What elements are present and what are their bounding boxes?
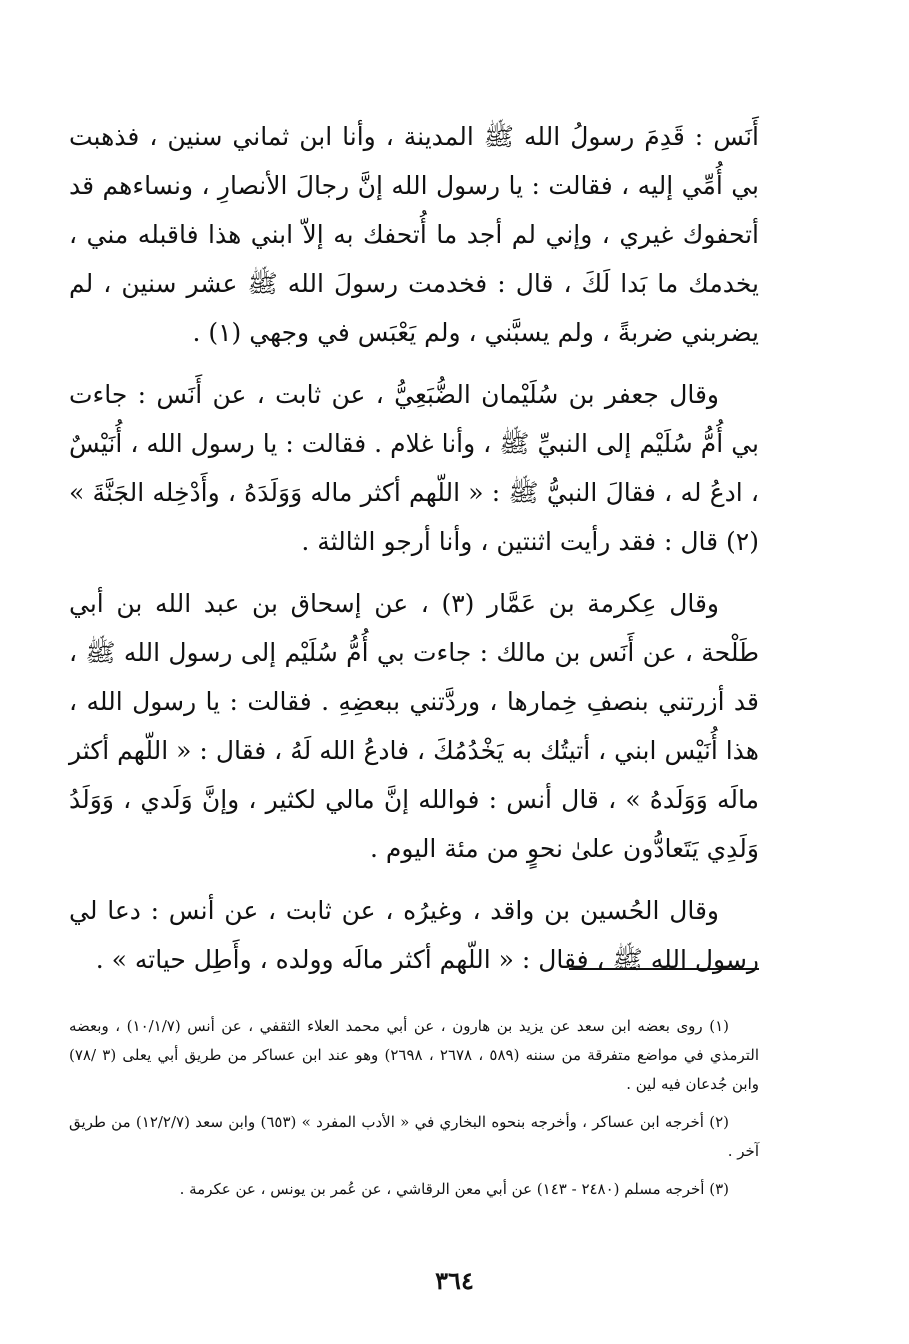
paragraph-1: أَنَس : قَدِمَ رسولُ الله ﷺ المدينة ، وأنا ابن ثماني سنين ، فذهبت بي أُمِّي إليه ، فقالت : يا رسول الله إنَّ رجالَ الأنصارِ ، ونساءهم قد أتحفوك غيري ، وإني لم أجد ما أُتحفك به إلاّ ابني هذا فاقبله مني ، يخدمك ما بَدا لَكَ ، قال : فخدمت رسولَ الله ﷺ عشر سنين ، لم يضربني ضربةً ، ولم يسبَّني ، ولم يَعْبَس في وجهي (١) . — [69, 122, 759, 347]
footnote-1: (١) روى بعضه ابن سعد عن يزيد بن هارون ، عن أبي محمد العلاء الثقفي ، عن أنس (١٠/١/٧) ، وبعضه الترمذي في مواضع متفرقة من سننه (٥٨٩ ، ٢٦٧٨ ، ٢٦٩٨) وهو عند ابن عساكر من طريق أبي يعلى (٣ /٧٨) وابن جُدعان فيه لين . — [69, 1017, 760, 1093]
paragraph-2: وقال جعفر بن سُلَيْمان الضُّبَعِيُّ ، عن ثابت ، عن أَنَس : جاءت بي أُمُّ سُلَيْم إلى النبيِّ ﷺ ، وأنا غلام . فقالت : يا رسول الله ، أُنَيْسٌ ، ادعُ له ، فقالَ النبيُّ ﷺ : « اللّهم أكثر ماله وَوَلَدَهُ ، وأَدْخِله الجَنَّةَ » (٢) قال : فقد رأيت اثنتين ، وأنا أرجو الثالثة . — [69, 380, 759, 556]
footnotes — [69, 1012, 759, 1213]
main-text — [69, 112, 759, 997]
footnote-separator — [569, 968, 759, 970]
page-number: ٣٦٤ — [435, 1266, 474, 1295]
footnote-2: (٢) أخرجه ابن عساكر ، وأخرجه بنحوه البخاري في « الأدب المفرد » (٦٥٣) وابن سعد (١٢/٢/٧) من طريق آخر . — [69, 1113, 759, 1160]
paragraph-4: وقال الحُسين بن واقد ، وغيرُه ، عن ثابت ، عن أنس : دعا لي رسول الله ﷺ ، فقال : « اللّهم أكثر مالَه وولده ، وأَطِل حياته » . — [69, 896, 759, 974]
footnote-3: (٣) أخرجه مسلم (٢٤٨٠ - ١٤٣) عن أبي معن الرقاشي ، عن عُمر بن يونس ، عن عكرمة . — [179, 1180, 729, 1198]
paragraph-3: وقال عِكرمة بن عَمَّار (٣) ، عن إسحاق بن عبد الله بن أبي طَلْحة ، عن أَنَس بن مالك : جاءت بي أُمُّ سُلَيْم إلى رسول الله ﷺ ، قد أزرتني بنصفِ خِمارها ، وردَّتني ببعضِهِ . فقالت : يا رسول الله ، هذا أُنَيْس ابني ، أتيتُك به يَخْدُمُكَ ، فادعُ الله لَهُ ، فقال : « اللّهم أكثر مالَه وَوَلَدهُ » ، قال أنس : فوالله إنَّ مالي لكثير ، وإنَّ وَلَدي ، وَوَلَدُ وَلَدِي يَتَعادُّون علىٰ نحوٍ من مئة اليوم . — [69, 589, 759, 863]
